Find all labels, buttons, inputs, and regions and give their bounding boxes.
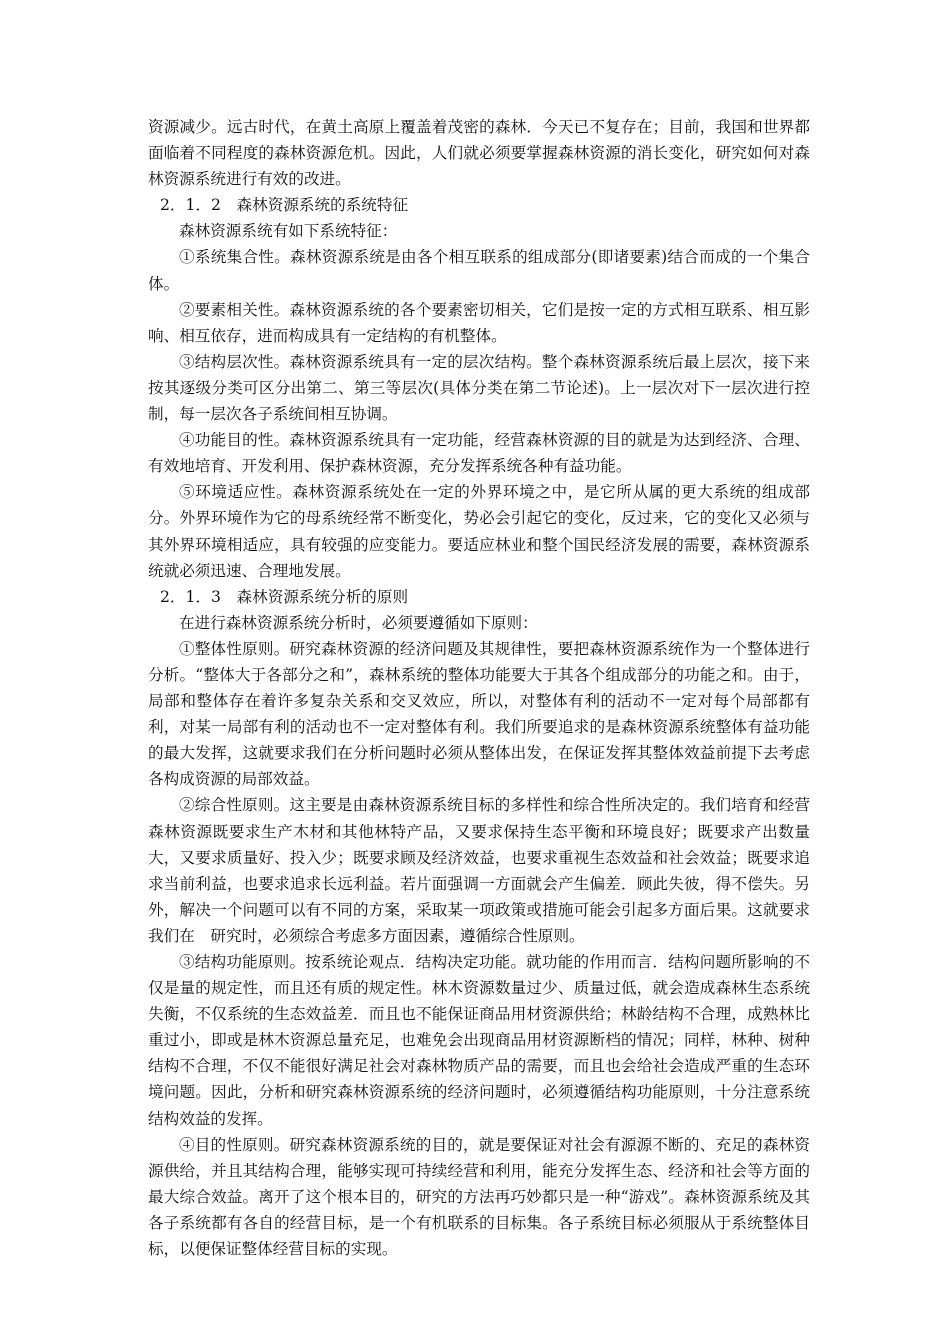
section-heading-2-1-3: 2．1．3 森林资源系统分析的原则	[160, 587, 409, 606]
paragraph-continuation: 资源减少。远古时代，在黄土高原上覆盖着茂密的森林．今天已不复存在；目前，我国和世界都面临着不同程度的森林资源危机。因此，人们就必须要掌握森林资源的消长变化，研究如何对森林资源系统进行有效的改进。	[148, 118, 810, 189]
paragraph-feature-5: ⑤环境适应性。森林资源系统处在一定的外界环境之中，是它所从属的更大系统的组成部分。外界环境作为它的母系统经常不断变化，势必会引起它的变化，反过来，它的变化又必须与其外界环境相适应，具有较强的应变能力。要适应林业和整个国民经济发展的需要，森林资源系统就必须迅速、合理地发展。	[148, 483, 810, 580]
paragraph-feature-3: ③结构层次性。森林资源系统具有一定的层次结构。整个森林资源系统后最上层次，接下来按其逐级分类可区分出第二、第三等层次(具体分类在第二节论述)。上一层次对下一层次进行控制，每一层次各子系统间相互协调。	[148, 352, 810, 424]
paragraph-feature-2: ②要素相关性。森林资源系统的各个要素密切相关，它们是按一定的方式相互联系、相互影响、相互依存，进而构成具有一定结构的有机整体。	[148, 300, 810, 345]
document-page	[148, 114, 810, 1262]
paragraph-principle-2: ②综合性原则。这主要是由森林资源系统目标的多样性和综合性所决定的。我们培育和经营森林资源既要求生产木材和其他林特产品，又要求保持生态平衡和环境良好；既要求产出数量大，又要求质量好、投入少；既要求顾及经济效益，也要求重视生态效益和社会效益；既要求追求当前利益，也要求追求长远利益。若片面强调一方面就会产生偏差．顾此失彼，得不偿失。另外，解决一个问题可以有不同的方案，采取某一项政策或措施可能会引起多方面后果。这就要求我们在 研究时，必须综合考虑多方面因素，遵循综合性原则。	[148, 796, 810, 945]
paragraph-feature-1: ①系统集合性。森林资源系统是由各个相互联系的组成部分(即诸要素)结合而成的一个集合体。	[148, 248, 810, 293]
paragraph-feature-4: ④功能目的性。森林资源系统具有一定功能，经营森林资源的目的就是为达到经济、合理、有效地培育、开发利用、保护森林资源，充分发挥系统各种有益功能。	[148, 431, 810, 476]
section-heading-2-1-2: 2．1．2 森林资源系统的系统特征	[160, 196, 409, 215]
paragraph-principle-3: ③结构功能原则。按系统论观点．结构决定功能。就功能的作用而言．结构问题所影响的不仅是量的规定性，而且还有质的规定性。林木资源数量过少、质量过低，就会造成森林生态系统失衡，不仅系统的生态效益差．而且也不能保证商品用材资源供给；林龄结构不合理，成熟林比重过小，即或是林木资源总量充足，也难免会出现商品用材资源断档的情况；同样，林种、树种结构不合理，不仅不能很好满足社会对森林物质产品的需要，而且也会给社会造成严重的生态环境问题。因此，分析和研究森林资源系统的经济问题时，必须遵循结构功能原则，十分注意系统结构效益的发挥。	[148, 953, 810, 1128]
paragraph-intro-principles: 在进行森林资源系统分析时，必须要遵循如下原则：	[179, 613, 538, 632]
paragraph-principle-1: ①整体性原则。研究森林资源的经济问题及其规律性，要把森林资源系统作为一个整体进行分析。“整体大于各部分之和”，森林系统的整体功能要大于其各个组成部分的功能之和。由于，局部和整体存在着许多复杂关系和交叉效应，所以，对整体有利的活动不一定对每个局部都有利，对某一局部有利的活动也不一定对整体有利。我们所要追求的是森林资源系统整体有益功能的最大发挥，这就要求我们在分析问题时必须从整体出发，在保证发挥其整体效益前提下去考虑各构成资源的局部效益。	[148, 639, 810, 789]
paragraph-principle-4: ④目的性原则。研究森林资源系统的目的，就是要保证对社会有源源不断的、充足的森林资源供给，并且其结构合理，能够实现可持续经营和利用，能充分发挥生态、经济和社会等方面的最大综合效益。离开了这个根本目的，研究的方法再巧妙都只是一种“游戏”。森林资源系统及其各子系统都有各自的经营目标，是一个有机联系的目标集。各子系统目标必须服从于系统整体目标，以便保证整体经营目标的实现。	[148, 1135, 810, 1259]
paragraph-intro-features: 森林资源系统有如下系统特征：	[179, 222, 398, 241]
